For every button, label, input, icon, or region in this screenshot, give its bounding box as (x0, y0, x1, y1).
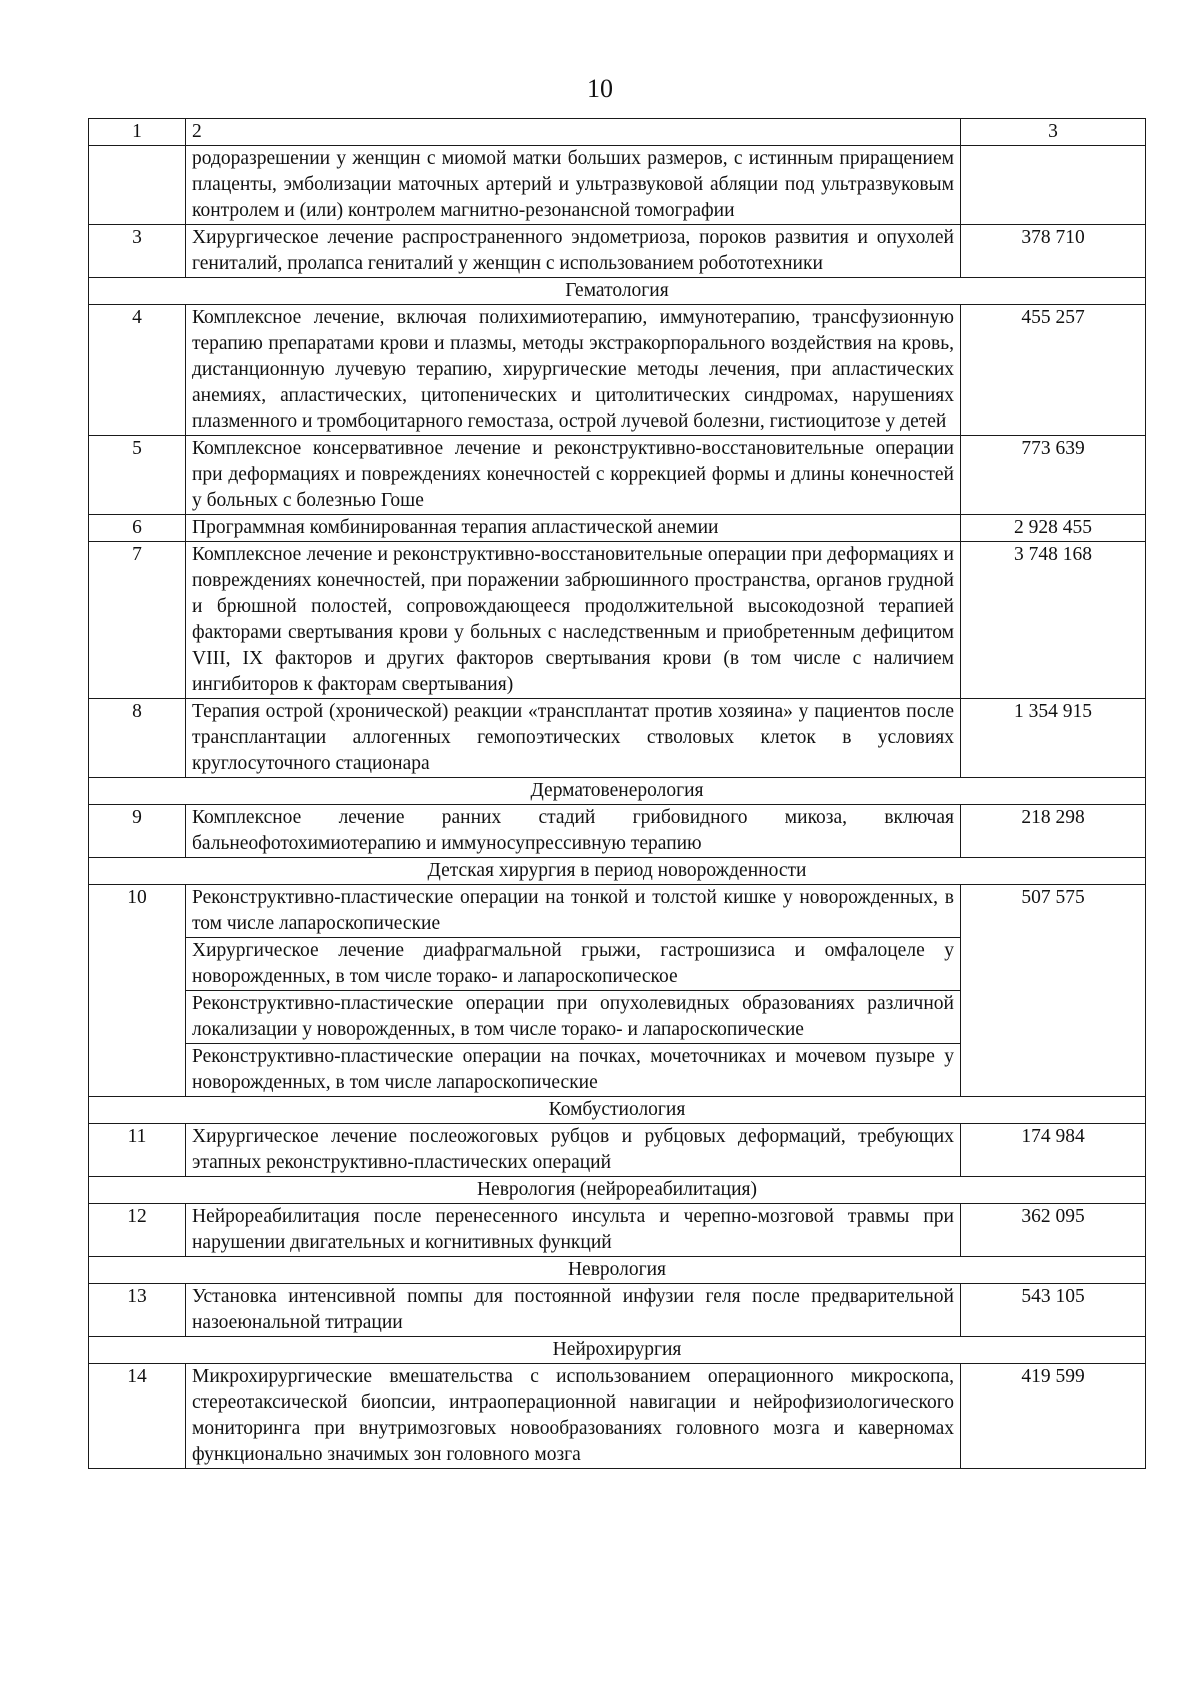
row-number: 13 (89, 1284, 186, 1337)
table-row (89, 515, 1146, 542)
section-title: Дерматовенерология (89, 778, 1146, 805)
table-row (89, 146, 1146, 225)
row-number: 10 (89, 885, 186, 1097)
row-number: 5 (89, 436, 186, 515)
section-title: Комбустиология (89, 1097, 1146, 1124)
row-cost: 378 710 (961, 225, 1146, 278)
table-row (89, 1364, 1146, 1469)
row-description: Комплексное консервативное лечение и реконструктивно-восстановительные операции при деформациях и повреждениях конечностей с коррекцией формы и длины конечностей у больных с болезнью Гоше (186, 436, 961, 515)
row-cost: 174 984 (961, 1124, 1146, 1177)
row-cost: 419 599 (961, 1364, 1146, 1469)
page-number: 10 (587, 74, 613, 103)
section-header-row (89, 778, 1146, 805)
row-description: Программная комбинированная терапия апластической анемии (186, 515, 961, 542)
row-cost: 3 748 168 (961, 542, 1146, 699)
row-number: 12 (89, 1204, 186, 1257)
section-header-row (89, 1097, 1146, 1124)
section-title: Неврология (89, 1257, 1146, 1284)
row-number: 4 (89, 305, 186, 436)
row-description: Реконструктивно-пластические операции на тонкой и толстой кишке у новорожденных, в том числе лапароскопические (186, 885, 961, 938)
row-description: Терапия острой (хронической) реакции «трансплантат против хозяина» у пациентов после трансплантации аллогенных гемопоэтических стволовых клеток в условиях круглосуточного стационара (186, 699, 961, 778)
table-row (89, 225, 1146, 278)
section-title: Неврология (нейрореабилитация) (89, 1177, 1146, 1204)
table-row (89, 1284, 1146, 1337)
section-title: Нейрохирургия (89, 1337, 1146, 1364)
row-number: 11 (89, 1124, 186, 1177)
row-cost: 1 354 915 (961, 699, 1146, 778)
row-description: Нейрореабилитация после перенесенного инсульта и черепно-мозговой травмы при нарушении двигательных и когнитивных функций (186, 1204, 961, 1257)
table-row (89, 436, 1146, 515)
row-description: родоразрешении у женщин с миомой матки больших размеров, с истинным приращением плаценты, эмболизации маточных артерий и ультразвуковой абляции под ультразвуковым контролем и (или) контролем магнитно-резонансной томографии (186, 146, 961, 225)
row-number: 9 (89, 805, 186, 858)
row-description: Микрохирургические вмешательства с использованием операционного микроскопа, стереотаксической биопсии, интраоперационной навигации и нейрофизиологического мониторинга при внутримозговых новообразованиях головного мозга и каверномах функционально значимых зон головного мозга (186, 1364, 961, 1469)
table-row (89, 305, 1146, 436)
row-description: Хирургическое лечение диафрагмальной грыжи, гастрошизиса и омфалоцеле у новорожденных, в том числе торако- и лапароскопическое (186, 938, 961, 991)
row-cost: 362 095 (961, 1204, 1146, 1257)
row-description: Комплексное лечение ранних стадий грибовидного микоза, включая бальнеофотохимиотерапию и иммуносупрессивную терапию (186, 805, 961, 858)
row-cost: 543 105 (961, 1284, 1146, 1337)
row-number: 6 (89, 515, 186, 542)
column-header-3: 3 (961, 119, 1146, 146)
column-header-row (89, 119, 1146, 146)
services-table (88, 118, 1146, 1469)
row-number: 8 (89, 699, 186, 778)
row-description: Хирургическое лечение распространенного эндометриоза, пороков развития и опухолей гениталий, пролапса гениталий у женщин с использованием робототехники (186, 225, 961, 278)
section-title: Гематология (89, 278, 1146, 305)
row-description: Реконструктивно-пластические операции на почках, мочеточниках и мочевом пузыре у новорожденных, в том числе лапароскопические (186, 1044, 961, 1097)
column-header-2: 2 (186, 119, 961, 146)
section-header-row (89, 278, 1146, 305)
row-cost: 773 639 (961, 436, 1146, 515)
table-row (89, 885, 1146, 938)
table-row (89, 542, 1146, 699)
section-header-row (89, 1177, 1146, 1204)
row-description: Реконструктивно-пластические операции при опухолевидных образованиях различной локализации у новорожденных, в том числе торако- и лапароскопические (186, 991, 961, 1044)
row-number: 14 (89, 1364, 186, 1469)
section-header-row (89, 1337, 1146, 1364)
row-description: Установка интенсивной помпы для постоянной инфузии геля после предварительной назоеюнальной титрации (186, 1284, 961, 1337)
row-cost: 507 575 (961, 885, 1146, 1097)
row-cost: 455 257 (961, 305, 1146, 436)
row-description: Хирургическое лечение послеожоговых рубцов и рубцовых деформаций, требующих этапных реконструктивно-пластических операций (186, 1124, 961, 1177)
row-number: 3 (89, 225, 186, 278)
row-description: Комплексное лечение и реконструктивно-восстановительные операции при деформациях и повреждениях конечностей, при поражении забрюшинного пространства, органов грудной и брюшной полостей, сопровождающееся продолжительной высокодозной терапией факторами свертывания крови у больных с наследственным и приобретенным дефицитом VIII, IX факторов и других факторов свертывания крови (в том числе с наличием ингибиторов к факторам свертывания) (186, 542, 961, 699)
row-cost: 2 928 455 (961, 515, 1146, 542)
table-row (89, 1204, 1146, 1257)
row-number (89, 146, 186, 225)
section-header-row (89, 1257, 1146, 1284)
table-row (89, 699, 1146, 778)
section-title: Детская хирургия в период новорожденности (89, 858, 1146, 885)
section-header-row (89, 858, 1146, 885)
row-cost (961, 146, 1146, 225)
row-description: Комплексное лечение, включая полихимиотерапию, иммунотерапию, трансфузионную терапию препаратами крови и плазмы, методы экстракорпорального воздействия на кровь, дистанционную лучевую терапию, хирургические методы лечения, при апластических анемиях, апластических, цитопенических и цитолитических синдромах, нарушениях плазменного и тромбоцитарного гемостаза, острой лучевой болезни, гистиоцитозе у детей (186, 305, 961, 436)
column-header-1: 1 (89, 119, 186, 146)
row-cost: 218 298 (961, 805, 1146, 858)
table-row (89, 805, 1146, 858)
row-number: 7 (89, 542, 186, 699)
table-row (89, 1124, 1146, 1177)
